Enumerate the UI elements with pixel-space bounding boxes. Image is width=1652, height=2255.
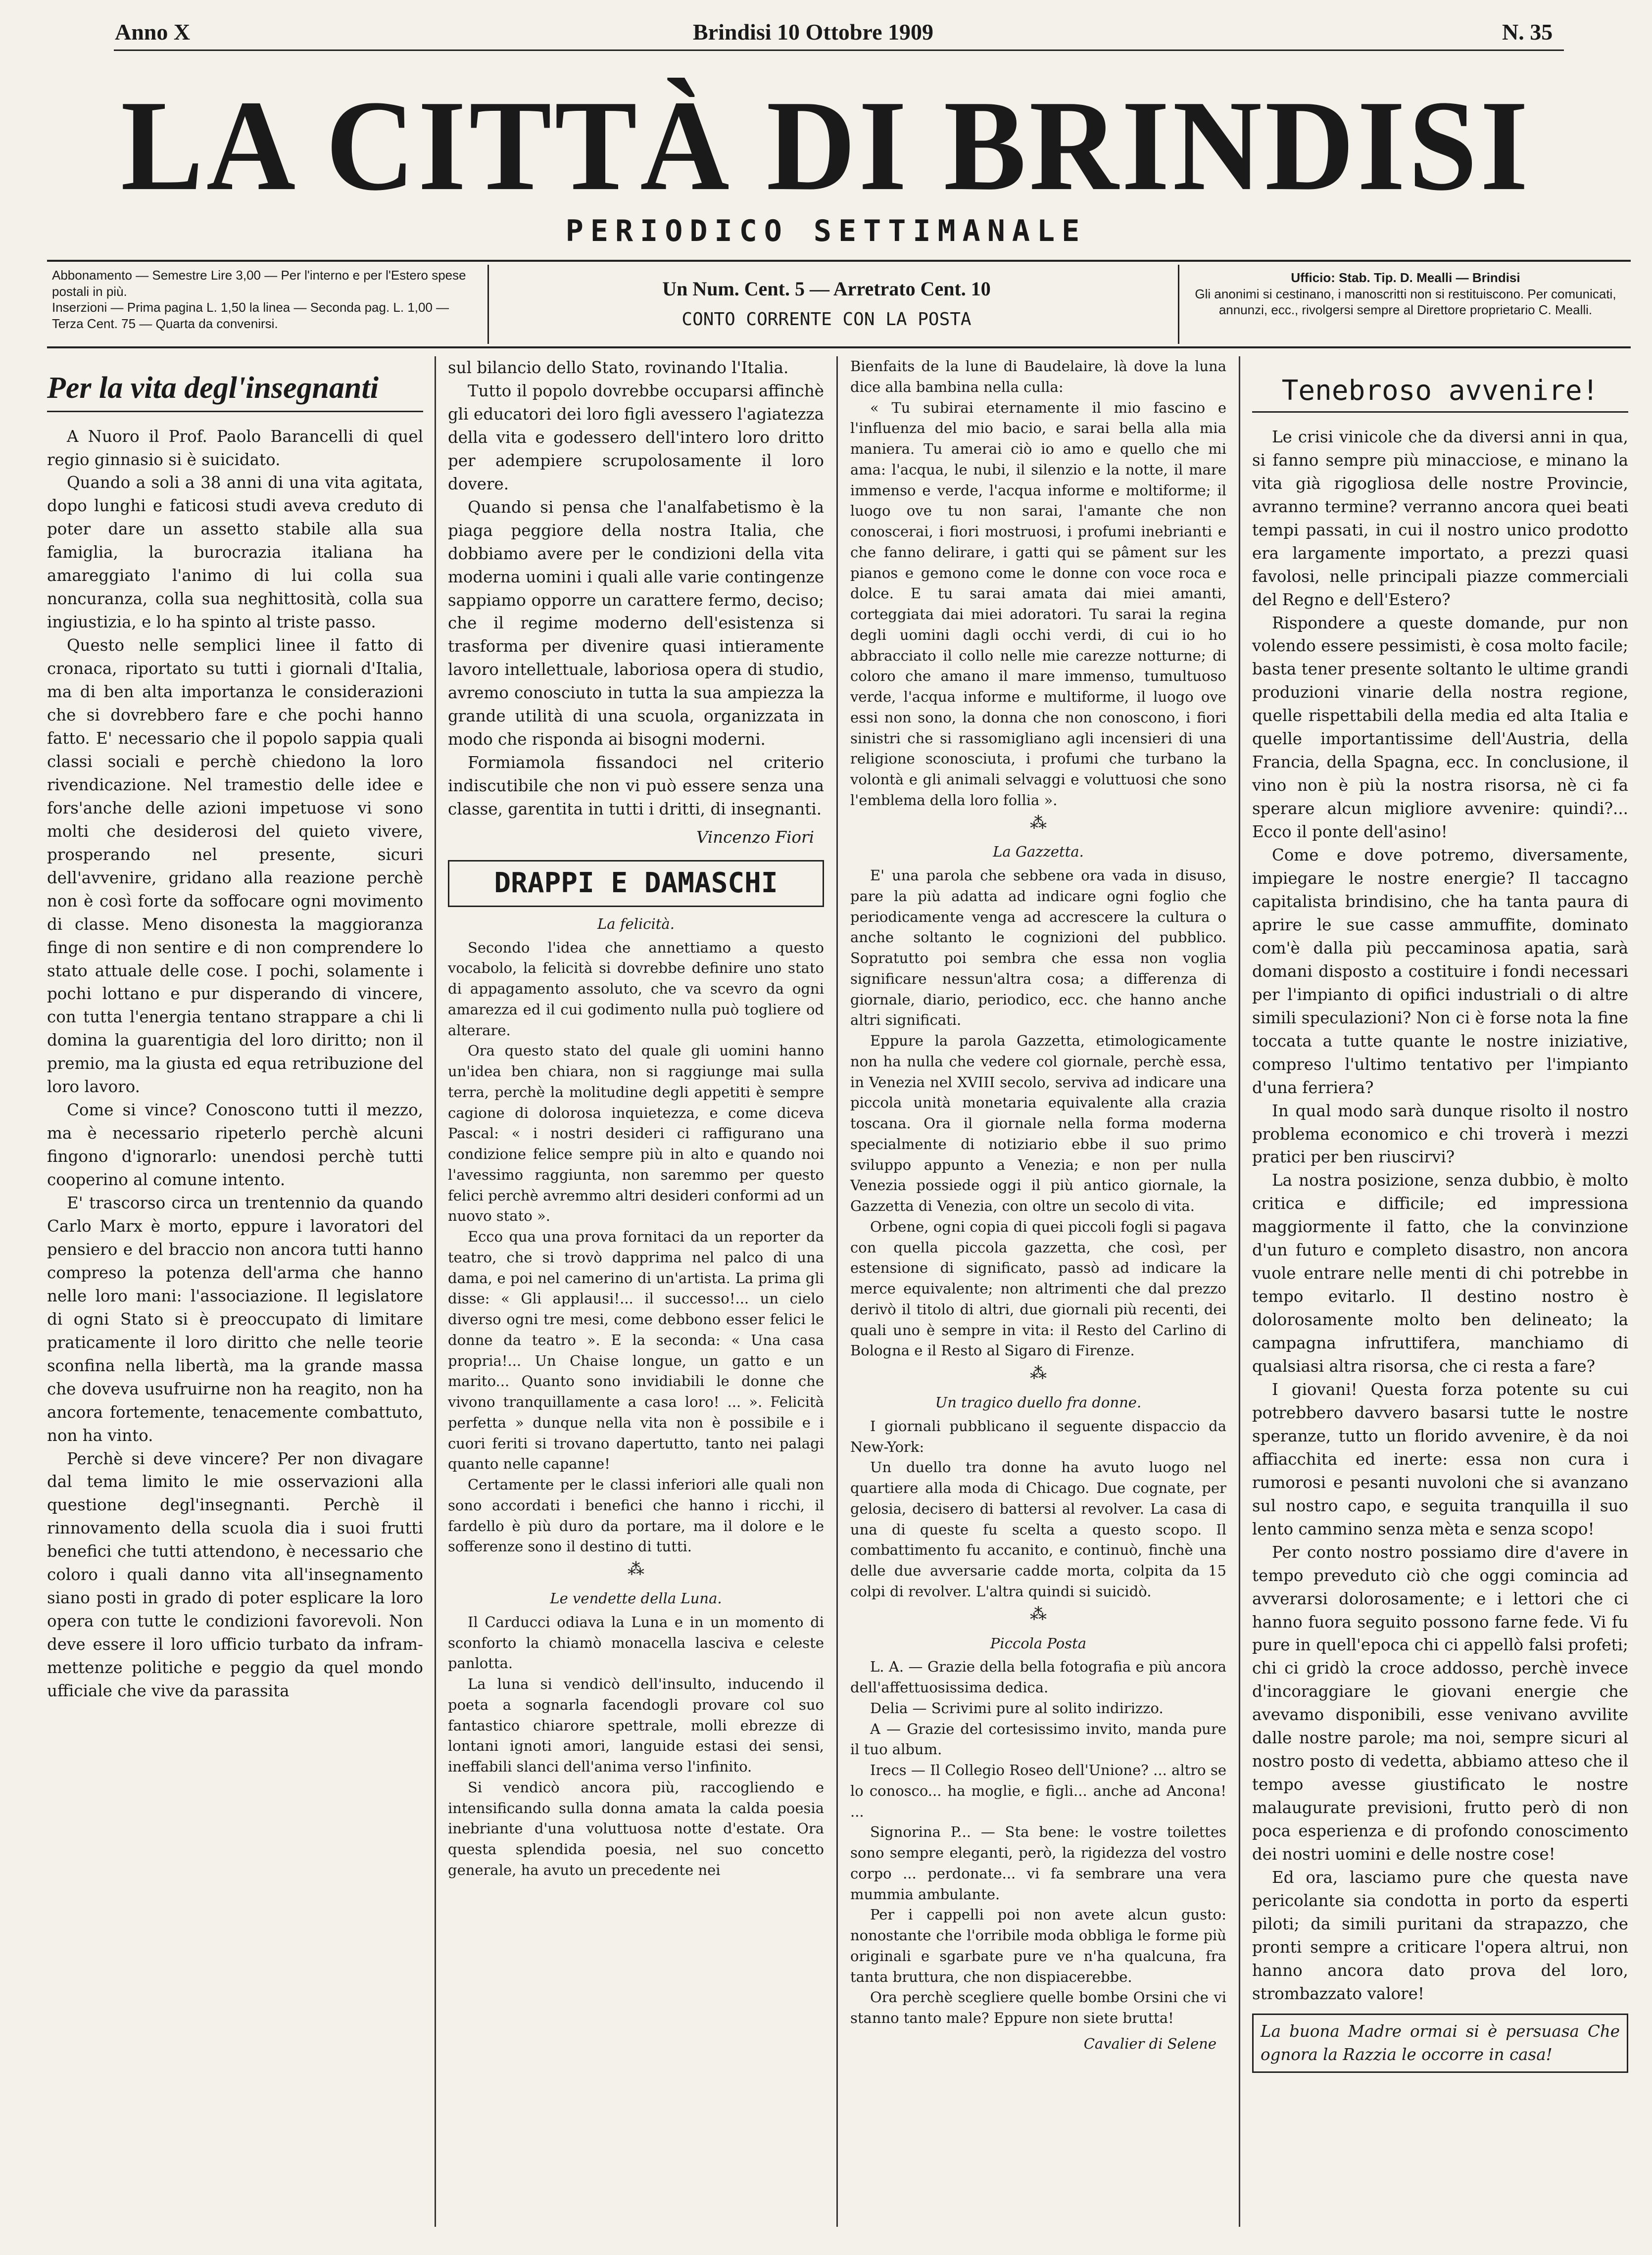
paragraph: Formiamola fissandoci nel criterio indiscutibile che non vi può essere senza una classe, garentita in tutti i dritti, di insegnanti. — [448, 753, 824, 819]
info-divider-right — [1178, 265, 1179, 344]
paragraph: I giovani! Questa forza potente su cui potrebbero davvero basarsi tutte le nostre speranze, tutto un florido avvenire, è da noi affiacchita ed inerte: essa non cura i rumorosi e pesanti nuvoloni che si avanzano sul nostro capo, e seguita tranquilla il suo lento cammino senza mèta e senza scopo! — [1252, 1380, 1628, 1538]
paragraph: Delia — Scrivimi pure al solito indirizzo. — [870, 1699, 1164, 1717]
paragraph: Bienfaits de la lune di Baudelaire, là dove la luna dice alla bambina nella culla: — [850, 358, 1226, 395]
office-info — [1188, 270, 1623, 318]
paragraph: Questo nelle semplici linee il fatto di cronaca, riportato su tutti i giornali d'Italia, ma di ben alta importanza le considerazioni che si dovrebbero fare e che pochi hanno fatto. E' necessario che il popolo sappia quali classi sociali e perchè chiedono la loro rivendicazione. Nel tramestio delle idee e fors'anche delle azioni impetuose vi sono molti che desiderosi del quieto vivere, prosperando nel presente, sicuri dell'avvenire, gridano alla reazione perchè non è così forte da soffocare ogni movimento di classe. Meno disonesta la maggioranza finge di non sentire e di non comprendere lo stato attuale delle cose. I pochi, solamente i pochi lottano e pur disperando di vincere, con tutta l'energia tentano strappare a chi li domina la guarentigia del loro diritto; non il premio, ma la giusta ed equa retribuzione del loro lavoro. — [47, 636, 423, 1097]
paragraph: E' trascorso circa un trentennio da quando Carlo Marx è morto, eppure i lavoratori del pensiero e del braccio non ancora tutti hanno compreso la potenza dell'arma che hanno nelle loro mani: l'associazione. Il legislatore di ogni Stato si è preoccupato di limitare praticamente il loro diritto che nelle teorie sconfina nella libertà, ma la grande massa che doveva usufruirne non ha reagito, non ha ancora fortemente, tenacemente combattuto, non ha vinto. — [47, 1194, 423, 1445]
masthead-rule — [47, 260, 1631, 262]
author-signature: Vincenzo Fiori — [696, 828, 814, 847]
paragraph: Irecs — Il Collegio Roseo dell'Unione? ... altro se lo conosco... ha moglie, e figli... anche ad Ancona! ... — [850, 1762, 1226, 1820]
masthead-subtitle: PERIODICO SETTIMANALE — [565, 214, 1087, 248]
paragraph: Certamente per le classi inferiori alle quali non sono accordati i benefici che hanno i ricchi, il fardello è più duro da portare, ma il dolore e le sofferenze sono il destino di tutti. — [448, 1476, 824, 1555]
column-4 — [1252, 356, 1628, 2073]
paragraph: Per i cappelli poi non avete alcun gusto: nonostante che l'orribile moda obbliga le forme più originali e sgarbate pure ve n'ha qualcuna, fra tanta bruttura, che non dispiacerebbe. — [850, 1906, 1226, 1985]
paragraph: Un duello tra donne ha avuto luogo nel quartiere alla moda di Chicago. Due cognate, per gelosia, decisero di battersi al revolver. La casa di una di queste fu scelta a questo scopo. Il combattimento fu accanito, e continuò, finchè una delle due avversarie cadde morta, colpita da 15 colpi di revolver. L'altra quindi si suicidò. — [850, 1459, 1226, 1600]
masthead-title: LA CITTÀ DI BRINDISI — [121, 74, 1531, 218]
price-info — [495, 277, 1158, 330]
paragraph: Eppure la parola Gazzetta, etimologicamente non ha nulla che vedere col giornale, perchè essa, in Venezia nel XVIII secolo, serviva ad indicare una piccola unità monetaria equivalente alla crazia toscana. Ora il giornale nella forma moderna specialmente di notiziario ebbe il suo primo sviluppo appunto a Venezia; e non per nulla Venezia possiede oggi il più antico giornale, la Gazzetta di Venezia, con oltre un secolo di vita. — [850, 1032, 1226, 1215]
abbonamento-text: Abbonamento — Semestre Lire 3,00 — Per l'interno e per l'Estero spese postali in più. — [52, 268, 466, 299]
anonimi-text: Gli anonimi si cestinano, i manoscritti non si restituiscono. Per comunicati, annunzi, ecc., rivolgersi sempre al Direttore proprietario C. Mealli. — [1195, 286, 1616, 317]
paragraph: Quando a soli a 38 anni di una vita agitata, dopo lunghi e faticosi studi aveva creduto di poter dare un assetto stabile alla sua famiglia, la burocrazia italiana ha amareggiato l'animo di lui colla sua noncuranza, colla sua neghittosità, colla sua ingiustizia, e lo ha spinto al triste passo. — [47, 473, 423, 632]
paragraph: Il Carducci odiava la Luna e in un momento di sconforto la chiamò monacella lasciva e celeste panlotta. — [448, 1613, 824, 1672]
paragraph: Signorina P... — Sta bene: le vostre toilettes sono sempre eleganti, però, la rigidezza del vostro corpo ... perdonate... vi fa sembrare una vera mummia ambulante. — [850, 1823, 1226, 1903]
paragraph: La nostra posizione, senza dubbio, è molto critica e difficile; ed impressiona maggiormente il fatto, che la convinzione d'un futuro e completo disastro, non ancora vuole entrare nelle menti di chi potrebbe in tempo evitarlo. Il destino nostro è dolorosamente molto ben delineato; la campagna infruttifera, manchiamo di qualsiasi altra risorsa, che ci resta a fare? — [1252, 1171, 1628, 1376]
paragraph: E' una parola che sebbene ora vada in disuso, pare la più adatta ad indicare ogni foglio che periodicamente venga ad accrescere la cultura o anche soltanto le cognizioni del pubblico. Sopratutto poi sembra che essa non voglia significare nessun'altra cosa; a differenza di giornale, diario, periodico, ecc. che hanno anche altri significati. — [850, 867, 1226, 1029]
section-heading-drappi: DRAPPI E DAMASCHI — [448, 860, 824, 907]
column-rule-1 — [435, 356, 436, 2227]
section-ornament: ⁂ — [1030, 1363, 1047, 1384]
article-heading-insegnanti: Per la vita degl'insegnanti — [47, 366, 423, 412]
paragraph: Ora perchè scegliere quelle bombe Orsini che vi stanno tanto male? Eppure non siete brutta! — [850, 1989, 1226, 2027]
paragraph: A Nuoro il Prof. Paolo Barancelli di quel regio ginnasio si è suicidato. — [47, 427, 423, 469]
paragraph: I giornali pubblicano il seguente dispaccio da New-York: — [850, 1417, 1226, 1455]
paragraph: A — Grazie del cortesissimo invito, manda pure il tuo album. — [850, 1720, 1226, 1758]
article-heading-tenebroso: Tenebroso avvenire! — [1252, 371, 1628, 413]
section-ornament: ⁂ — [1030, 813, 1047, 833]
paragraph: Come e dove potremo, diversamente, impiegare le nostre energie? Il taccagno capitalista brindisino, che ha tanta paura di aprire le sue casse ammuffite, dominato com'è dalla più peccaminosa apatia, sarà domani disposto a costituire i fondi necessari per l'impianto di opifici industriali o di altre simili speculazioni? Non ci è forse nota la fine toccata a tutte quante le nostre iniziative, compreso l'ultimo tentativo per l'impianto d'una ferriera? — [1252, 846, 1628, 1097]
ufficio-text: Ufficio: Stab. Tip. D. Mealli — Brindisi — [1291, 270, 1520, 285]
column-rule-2 — [836, 356, 838, 2227]
section-ornament: ⁂ — [628, 1559, 644, 1580]
subsection-title: Piccola Posta — [990, 1634, 1087, 1652]
paragraph: Ed ora, lasciamo pure che questa nave pericolante sia condotta in porto da esperti piloti; da simili puritani da strapazzo, che pronti sempre a criticare l'opera altrui, non hanno ancora dato prova del loro, strombazzato valore! — [1252, 1868, 1628, 2003]
paragraph: Ora questo stato del quale gli uomini hanno un'idea ben chiara, non si raggiunge mai sulla terra, perchè la molitudine degli appetiti è sempre cagione di dolorosa inquietezza, e come diceva Pascal: « i nostri desideri ci raffigurano una condizione felice sempre più in alto e quando noi l'avessimo raggiunta, non saremmo per questo felici perchè avremmo altri desideri conformi ad un nuovo stato ». — [448, 1042, 824, 1225]
issue-date: Brindisi 10 Ottobre 1909 — [693, 19, 934, 45]
info-divider-left — [487, 265, 489, 344]
paragraph: L. A. — Grazie della bella fotografia e più ancora dell'affettuosissima dedica. — [850, 1658, 1226, 1696]
paragraph: sul bilancio dello Stato, rovinando l'Italia. — [448, 358, 789, 377]
paragraph: Secondo l'idea che annettiamo a questo vocabolo, la felicità si dovrebbe definire uno stato di appagamento assoluto, che va scevro da ogni amarezza ed il cui godimento nulla può togliere od alterare. — [448, 939, 824, 1039]
paragraph: Per conto nostro possiamo dire d'avere in tempo preveduto ciò che oggi comincia ad avverarsi dolorosamente; e i lettori che ci hanno fuora seguito possono farne fede. Vi fu pure in quell'epoca chi ci appellò falsi profeti; chi ci gridò la croce addosso, perchè invece d'incoraggiare le giovani energie che avevamo disponibili, esse venivano avvilite dalle nostre parole; ma noi, sempre sicuri al nostro posto di vedetta, abbiamo atteso che il tempo avesse giustificato le nostre malaugurate previsioni, frutto però di non poca esperienza e di profondo conoscimento dei nostri uomini e delle nostre cose! — [1252, 1542, 1628, 1864]
paragraph: Ecco qua una prova fornitaci da un reporter da teatro, che si trovò dapprima nel palco di una dama, e poi nel camerino di un'artista. La prima gli disse: « Gli applausi!... il successo!... un cielo diverso ogni tre mesi, come debbono esser felici le donne da teatro ». E la seconda: « Una casa propria!... Un Chaise longue, un gatto e un marito... Quanto sono invidiabili le donne che vivono tranquillamente a casa loro! ... ». Felicità perfetta » dunque nella vita non è possibile e i cuori feriti si trovano dapertutto, tanto nei palagi quanto nelle capanne! — [448, 1228, 824, 1473]
column-2 — [448, 356, 824, 1881]
subsection-title: La felicità. — [597, 915, 675, 932]
paragraph: Si vendicò ancora più, raccogliendo e intensificando sulla donna amata la calda poesia inebriante d'una voluttuosa notte d'estate. Ora questa splendida poesia, nel suo concetto generale, ha avuto un precedente nei — [448, 1778, 824, 1878]
paragraph: « Tu subirai eternamente il mio fascino e l'influenza del mio bacio, e sarai bella alla mia maniera. Tu amerai ciò io amo e quello che mi ama: l'acqua, le nubi, il silenzio e la notte, il mare immenso e verde, l'acqua informe e moltiforme; il luogo ove tu non sarai, l'amante che non conoscerai, i fiori mostruosi, i profumi inebrianti e che fanno delirare, i gatti qui se pâment sur les pianos e gemono come le donne con voce roca e dolce. E tu sarai amata dai miei amanti, corteggiata dai miei adoratori. Tu sarai la regina degli uomini dagli occhi verdi, di cui io ho abbracciato il collo nelle mie carezze notturne; di coloro che amano il mare immenso, tumultuoso verde, l'acqua informe e multiforme, il luogo ove essi non sono, la donna che non conoscono, i fiori sinistri che si rassomigliano agli incensieri di una religione sconosciuta, i profumi che turbano la volontà e gli animali selvaggi e voluttuosi che sono l'emblema della loro follia ». — [850, 399, 1226, 809]
top-rule — [114, 49, 1564, 51]
subsection-title: Un tragico duello fra donne. — [935, 1394, 1142, 1411]
price-line: Un Num. Cent. 5 — Arretrato Cent. 10 — [662, 278, 991, 300]
paragraph: Quando si pensa che l'analfabetismo è la piaga peggiore della nostra Italia, che dobbiamo avere per le condizioni della vita moderna uomini i quali alle varie contingenze sappiamo opporre un carattere fermo, deciso; che il regime moderno dell'esistenza si trasforma per divenire quasi intieramente lavoro intellettuale, laboriosa opera di studio, avremo conosciuto in tutta la sua ampiezza la grande utilità di una scuola, organizzata in modo che risponda ai bisogni moderni. — [448, 497, 824, 749]
paragraph: La luna si vendicò dell'insulto, inducendo il poeta a sognarla facendogli provare col suo fantastico chiarore spettrale, molli ebrezze di lontani ignoti amori, languide estasi dei sensi, ineffabili slanci dell'anima verso l'infinito. — [448, 1676, 824, 1775]
paragraph: In qual modo sarà dunque risolto il nostro problema economico e chi troverà i mezzi pratici per ben riuscirvi? — [1252, 1101, 1628, 1167]
author-signature: Cavalier di Selene — [1083, 2035, 1216, 2052]
conto-corrente-line: CONTO CORRENTE CON LA POSTA — [681, 309, 972, 330]
paragraph: Rispondere a queste domande, pur non volendo essere pessimisti, è cosa molto facile; basta tener presente soltanto le ultime grandi produzioni vinarie della nostra regione, quelle rispettabili della media ed alta Italia e quelle importantissime dell'Austria, della Francia, della Spagna, ecc. In conclusione, il vino non è più la nostra risorsa, nè ci fa sperare alcun migliore avvenire: quindi?... Ecco il ponte dell'asino! — [1252, 613, 1628, 842]
issue-year: Anno X — [115, 19, 191, 45]
boxed-notice: La buona Madre ormai si è persuasa Che ognora la Razzia le occorre in casa! — [1252, 2014, 1628, 2073]
paragraph: Come si vince? Conoscono tutti il mezzo, ma è necessario ripeterlo perchè alcuni fingono d'ignorarlo: unendosi perchè tutti cooperino al comune intento. — [47, 1101, 423, 1190]
paragraph: Le crisi vinicole che da diversi anni in qua, si fanno sempre più minacciose, e minano la vita già rigogliosa delle nostre Provincie, avranno termine? verranno ancora quei beati tempi passati, in cui il nostro unico prodotto era largamente importato, a prezzi quasi favolosi, nelle principali piazze commerciali del Regno e dell'Estero? — [1252, 427, 1628, 609]
column-rule-3 — [1239, 356, 1240, 2227]
inserzioni-text: Inserzioni — Prima pagina L. 1,50 la linea — Seconda pag. L. 1,00 — Terza Cent. 75 — Quarta da convenirsi. — [52, 300, 449, 331]
paragraph: Perchè si deve vincere? Per non divagare dal tema limito le mie osservazioni alla questione degl'insegnanti. Perchè il rinnovamento della scuola dia i suoi frutti benefici che tutti attendono, è necessario che coloro i quali danno vita all'insegnamento siano posti in grado di poter esplicare la loro opera con tutte le condizioni favorevoli. Non deve essere il loro ufficio turbato da infram- mettenze politiche e peggio da quel mondo ufficiale che vive da parassita — [47, 1449, 423, 1701]
info-rule — [47, 346, 1631, 348]
column-1 — [47, 356, 423, 1703]
subscription-info — [52, 267, 478, 332]
issue-number: N. 35 — [1502, 19, 1553, 45]
paragraph: Tutto il popolo dovrebbe occuparsi affinchè gli educatori dei loro figli avessero l'agiatezza della vita e godessero dell'intero loro dritto per adempiere scrupolosamente il loro dovere. — [448, 381, 824, 493]
column-3 — [850, 356, 1226, 2060]
paragraph: Orbene, ogni copia di quei piccoli fogli si pagava con quella piccola gazzetta, che così, per estensione di significato, passò ad indicare la merce equivalente; non altrimenti che dal prezzo derivò il titolo di altri, due giornali più recenti, dei quali uno è sempre in vita: il Resto del Carlino di Bologna e il Resto al Sigaro di Firenze. — [850, 1218, 1226, 1359]
section-ornament: ⁂ — [1030, 1604, 1047, 1624]
subsection-title: Le vendette della Luna. — [550, 1590, 722, 1607]
subsection-title: La Gazzetta. — [993, 843, 1084, 861]
